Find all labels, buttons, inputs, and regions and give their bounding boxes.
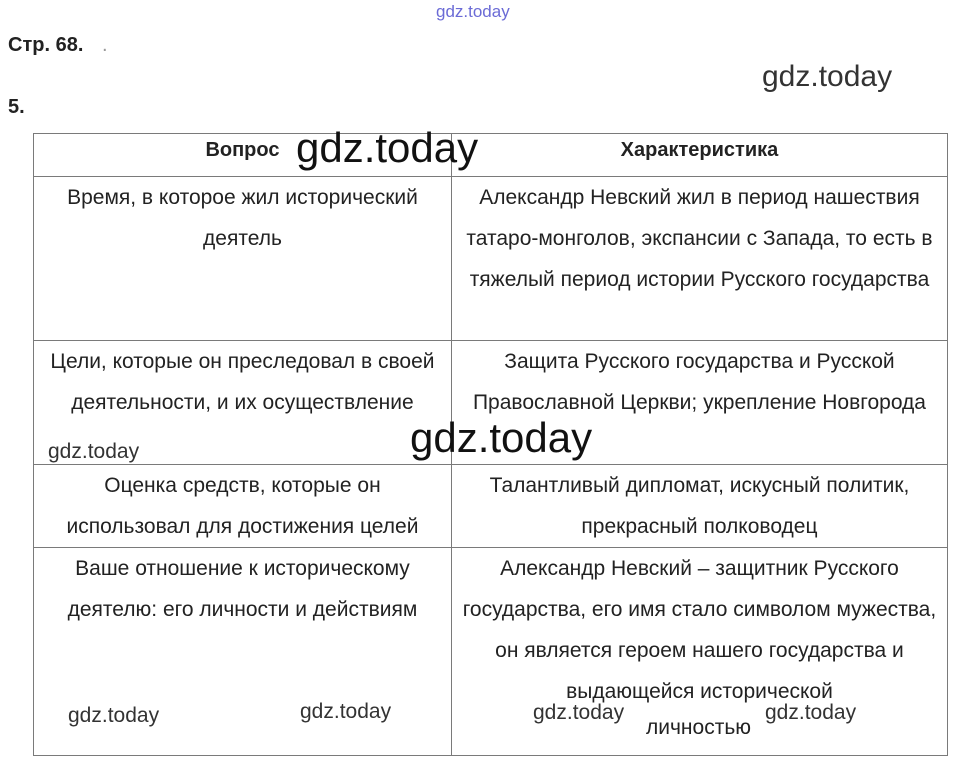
answer-cell: Талантливый дипломат, искусный политик, прекрасный полководец xyxy=(451,465,947,548)
watermark-top: gdz.today xyxy=(436,2,510,21)
answer-table xyxy=(33,133,948,756)
question-cell: Ваше отношение к историческому деятелю: его личности и действиям xyxy=(34,548,452,756)
page-dot: . xyxy=(102,34,108,56)
header-question: Вопрос xyxy=(34,134,452,177)
page-label: Стр. 68. xyxy=(8,34,84,56)
answer-cell: Защита Русского государства и Русской Православной Церкви; укрепление Новгорода xyxy=(451,341,947,465)
watermark-bottom-2: gdz.today xyxy=(300,700,392,723)
question-cell: Время, в которое жил исторический деятель xyxy=(34,177,452,341)
header-characteristic: Характеристика xyxy=(451,134,947,177)
table-row xyxy=(34,465,948,548)
watermark-bottom-3: gdz.today xyxy=(533,701,625,724)
watermark-left: gdz.today xyxy=(48,440,140,463)
question-cell: Цели, которые он преследовал в своей деятельности, и их осуществление xyxy=(34,341,452,465)
watermark-bottom-1: gdz.today xyxy=(68,704,160,727)
watermark-header: gdz.today xyxy=(296,124,479,171)
task-number: 5. xyxy=(8,96,25,118)
watermark-bottom-4: gdz.today xyxy=(765,701,857,724)
watermark-upper-right: gdz.today xyxy=(762,60,893,93)
answer-last-word: личностью xyxy=(646,716,752,739)
table-row xyxy=(34,177,948,341)
table-header-row xyxy=(34,134,948,177)
question-cell: Оценка средств, которые он использовал для достижения целей xyxy=(34,465,452,548)
answer-cell: Александр Невский – защитник Русского государства, его имя стало символом мужества, он является героем нашего государства и выдающейся исторической xyxy=(451,548,947,756)
watermark-middle: gdz.today xyxy=(410,414,593,461)
table-row xyxy=(34,548,948,756)
table-row xyxy=(34,341,948,465)
answer-cell: Александр Невский жил в период нашествия татаро-монголов, экспансии с Запада, то есть в тяжелый период истории Русского государства xyxy=(451,177,947,341)
